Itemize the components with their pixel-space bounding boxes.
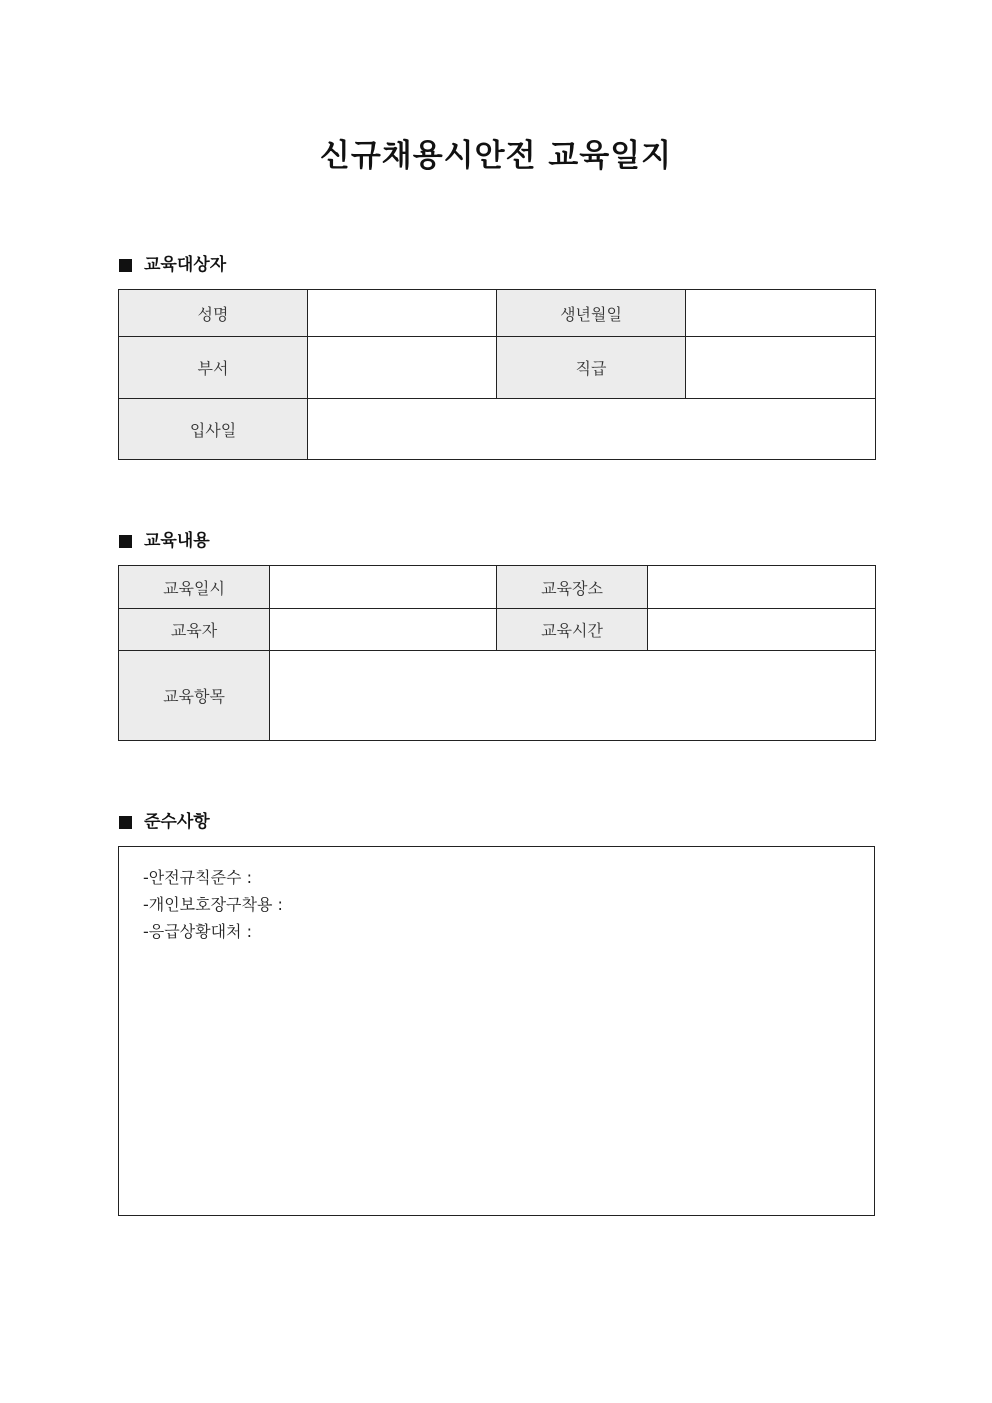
table-row <box>119 566 876 609</box>
table-row <box>119 399 876 460</box>
compliance-notes-box[interactable] <box>118 846 875 1216</box>
edu-items-field[interactable] <box>270 651 876 741</box>
education-table <box>118 565 876 741</box>
birth-date-field[interactable] <box>686 290 876 337</box>
department-label: 부서 <box>119 337 308 399</box>
edu-time-field[interactable] <box>648 609 876 651</box>
table-row <box>119 337 876 399</box>
edu-date-field[interactable] <box>270 566 497 609</box>
table-row <box>119 651 876 741</box>
safety-rules-line: -안전규칙준수 : <box>143 868 252 887</box>
name-field[interactable] <box>308 290 497 337</box>
educator-label: 교육자 <box>119 609 270 651</box>
hire-date-field[interactable] <box>308 399 876 460</box>
section-heading-compliance-label: 준수사항 <box>144 812 210 832</box>
edu-time-label: 교육시간 <box>497 609 648 651</box>
square-bullet-icon <box>119 259 132 272</box>
edu-items-label: 교육항목 <box>119 651 270 741</box>
hire-date-label: 입사일 <box>119 399 308 460</box>
position-field[interactable] <box>686 337 876 399</box>
table-row <box>119 609 876 651</box>
protective-gear-line: -개인보호장구착용 : <box>143 895 283 914</box>
section-heading-trainee-label: 교육대상자 <box>144 255 227 275</box>
square-bullet-icon <box>119 816 132 829</box>
section-heading-content <box>119 528 210 554</box>
position-label: 직급 <box>497 337 686 399</box>
section-heading-content-label: 교육내용 <box>144 531 210 551</box>
emergency-response-line: -응급상황대처 : <box>143 922 252 941</box>
section-heading-compliance <box>119 809 210 835</box>
trainee-table <box>118 289 876 460</box>
document-title: 신규채용시안전 교육일지 <box>319 138 673 174</box>
section-heading-trainee <box>119 252 226 278</box>
square-bullet-icon <box>119 535 132 548</box>
edu-place-field[interactable] <box>648 566 876 609</box>
edu-date-label: 교육일시 <box>119 566 270 609</box>
birth-date-label: 생년월일 <box>497 290 686 337</box>
edu-place-label: 교육장소 <box>497 566 648 609</box>
table-row <box>119 290 876 337</box>
educator-field[interactable] <box>270 609 497 651</box>
department-field[interactable] <box>308 337 497 399</box>
name-label: 성명 <box>119 290 308 337</box>
